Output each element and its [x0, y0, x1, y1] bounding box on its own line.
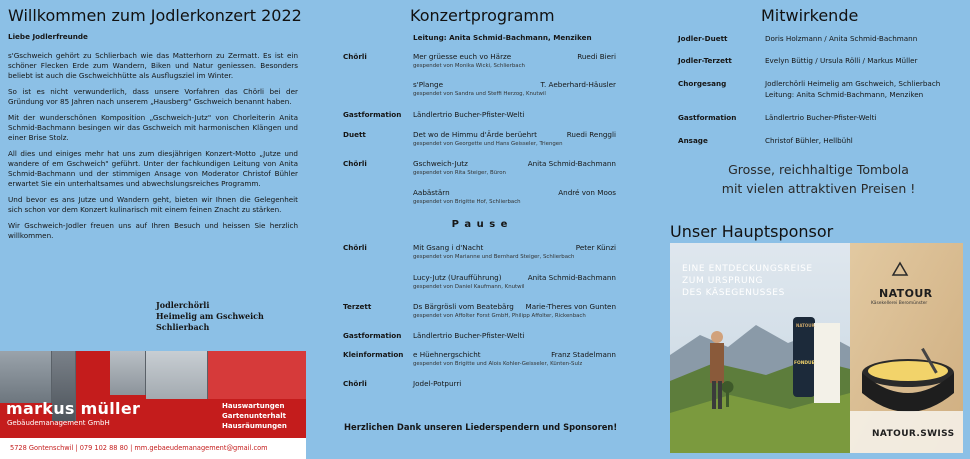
sponsor-ad: [670, 243, 963, 453]
program-composer: Peter Künzi: [575, 243, 616, 252]
program-title: Konzertprogramm: [410, 6, 555, 25]
building-graphic: [110, 351, 146, 395]
tombola-line: mit vielen attraktiven Preisen !: [721, 181, 916, 196]
ad-line: ZUM URSPRUNG: [682, 276, 764, 286]
performer-names: Jodlerchörli Heimelig am Gschweich, Schlierbach: [765, 79, 941, 88]
paragraph: So ist es nicht verwunderlich, dass unsere Vorfahren das Chörli bei der Gründung vor 85 Jahren nach unserem „Hausberg" Gschweich benannt haben.: [8, 87, 298, 106]
program-composer: Marie-Theres von Gunten: [525, 302, 616, 311]
main-sponsor-title: Unser Hauptsponsor: [670, 222, 834, 241]
sponsor-subtitle: Gebäudemanagement GmbH: [7, 419, 110, 427]
tombola-text: [667, 160, 970, 198]
product-name: FONDUE: [794, 361, 815, 366]
welcome-column: [0, 0, 306, 459]
program-song: Ländlertrio Bucher-Pfister-Welti: [413, 110, 525, 119]
program-dedication: gespendet von Sandra und Steffi Herzog, Knutwil: [413, 91, 546, 97]
performer-role: Gastformation: [678, 113, 737, 122]
program-role: Chörli: [343, 159, 367, 168]
program-role: Chörli: [343, 243, 367, 252]
signature-line: Heimelig am Gschweich Schlierbach: [156, 311, 264, 332]
performer-role: Jodler-Duett: [678, 34, 728, 43]
service-item: Gartenunterhalt: [222, 412, 286, 420]
performer-role: Chorgesang: [678, 79, 727, 88]
performers-title: Mitwirkende: [761, 6, 859, 25]
program-song: Jodel-Potpurri: [413, 379, 462, 388]
program-dedication: gespendet von Daniel Kaufmann, Knutwil: [413, 284, 525, 290]
program-song: Mit Gsang i d'Nacht: [413, 243, 484, 252]
welcome-title: Willkommen zum Jodlerkonzert 2022: [8, 6, 302, 25]
program-composer: André von Moos: [558, 188, 616, 197]
product-brand: NATOUR: [796, 323, 815, 328]
performer-role: Ansage: [678, 136, 708, 145]
program-role: Terzett: [343, 302, 372, 311]
program-dedication: gespendet von Georgette und Hans Geisseler, Triengen: [413, 141, 563, 147]
program-role: Gastformation: [343, 331, 402, 340]
program-song: Gschweich-Jutz: [413, 159, 468, 168]
fondue-pack: [793, 317, 815, 397]
program-role: Chörli: [343, 52, 367, 61]
program-song: s'Plange: [413, 80, 443, 89]
brand-subtitle: Käsekellerei Beromünster: [871, 301, 928, 306]
program-leitung: Leitung: Anita Schmid-Bachmann, Menziken: [413, 33, 592, 42]
brand-website: NATOUR.SWISS: [872, 429, 955, 439]
program-song: Lucy-Jutz (Uraufführung): [413, 273, 502, 282]
ad-line: EINE ENTDECKUNGSREISE: [682, 264, 813, 274]
thanks-line: Herzlichen Dank unseren Liederspendern und Sponsoren!: [344, 422, 618, 432]
welcome-text: [8, 32, 298, 247]
program-dedication: gespendet von Marianne und Bernhard Steiger, Schlierbach: [413, 254, 575, 260]
program-dedication: gespendet von Brigitte und Alois Kohler-Geisseler, Künten-Sulz: [413, 361, 583, 367]
program-dedication: gespendet von Affolter Forst GmbH, Philipp Affolter, Rickenbach: [413, 313, 586, 319]
service-item: Hausräumungen: [222, 422, 287, 430]
signature: [0, 300, 306, 333]
program-composer: Ruedi Renggli: [566, 130, 616, 139]
tombola-line: Grosse, reichhaltige Tombola: [728, 162, 909, 177]
program-composer: Franz Stadelmann: [551, 350, 616, 359]
paragraph: Mit der wunderschönen Komposition „Gschweich-Jutz" von Chorleiterin Anita Schmid-Bachmann besingen wir das Gschweich mit harmonischen Klängen und einer Brise Stolz.: [8, 113, 298, 142]
program-song: e Hüehnergschicht: [413, 350, 481, 359]
program-composer: Ruedi Bieri: [577, 52, 616, 61]
pause-heading: P a u s e: [451, 219, 509, 230]
building-graphic: [0, 351, 52, 403]
red-block: [208, 351, 306, 399]
program-dedication: gespendet von Brigitte Hof, Schlierbach: [413, 199, 521, 205]
paragraph: Wir Gschweich-Jodler freuen uns auf Ihren Besuch und heissen Sie herzlich willkommen.: [8, 221, 298, 240]
program-composer: T. Aeberhard-Häusler: [540, 80, 616, 89]
performer-names: Evelyn Büttig / Ursula Rölli / Markus Müller: [765, 56, 918, 65]
program-dedication: gespendet von Rita Steiger, Büron: [413, 170, 506, 176]
program-composer: Anita Schmid-Bachmann: [527, 159, 616, 168]
program-composer: Anita Schmid-Bachmann: [527, 273, 616, 282]
program-song: Det wo de Himmu d'Ärde berüehrt: [413, 130, 537, 139]
paragraph: Und bevor es ans Jutze und Wandern geht, bieten wir Ihnen die Gelegenheit sich schon vor dem Konzert kulinarisch mit einem feinen Znacht zu stärken.: [8, 195, 298, 214]
brand-name: NATOUR: [879, 287, 933, 300]
paragraph: s'Gschweich gehört zu Schlierbach wie das Matterhorn zu Zermatt. Es ist ein schöner Flecken Erde zum Wandern, Biken und Natur geniessen. Besonders beliebt ist auch die Gschweichhütte als Ausflugsziel im Winter.: [8, 51, 298, 80]
program-role: Duett: [343, 130, 366, 139]
sponsor-contact: 5728 Gontenschwil | 079 102 88 80 | mm.gebaeudemanagement@gmail.com: [0, 438, 306, 459]
program-role: Gastformation: [343, 110, 402, 119]
program-song: Mer grüesse euch vo Härze: [413, 52, 512, 61]
performer-role: Jodler-Terzett: [678, 56, 732, 65]
program-dedication: gespendet von Monika Wicki, Schlierbach: [413, 63, 525, 69]
sponsor-services: [222, 401, 287, 431]
paragraph: All dies und einiges mehr hat uns zum diesjährigen Konzert-Motto „Jutze und wandere of em Gschweich" geführt. Unter der fachkundigen Leitung von Anita Schmid-Bachmann und der stimmigen Ansage von Moderator Christof Bühler erwartet Sie ein unterhaltsames und abwechslungsreiches Programm.: [8, 149, 298, 188]
program-song: Ländlertrio Bucher-Pfister-Welti: [413, 331, 525, 340]
service-item: Hauswartungen: [222, 402, 285, 410]
program-song: Ds Bärgrösli vom Beatebärg: [413, 302, 514, 311]
performer-names: Ländlertrio Bucher-Pfister-Welti: [765, 113, 877, 122]
sponsor-name: markus müller: [6, 399, 141, 418]
ad-line: DES KÄSEGENUSSES: [682, 288, 785, 298]
greeting: Liebe Jodlerfreunde: [8, 32, 88, 41]
program-role: Kleinformation: [343, 350, 404, 359]
ad-headline: [682, 263, 813, 299]
performer-names: Christof Bühler, Hellbühl: [765, 136, 853, 145]
program-column: [330, 0, 630, 459]
program-role: Chörli: [343, 379, 367, 388]
performer-names: Leitung: Anita Schmid-Bachmann, Menziken: [765, 90, 924, 99]
program-song: Aabästärn: [413, 188, 450, 197]
sponsor-banner: [0, 351, 306, 459]
performer-names: Doris Holzmann / Anita Schmid-Bachmann: [765, 34, 918, 43]
building-graphic: [146, 351, 208, 399]
signature-line: Jodlerchörli: [156, 300, 210, 310]
hiker-figure: [710, 343, 724, 383]
